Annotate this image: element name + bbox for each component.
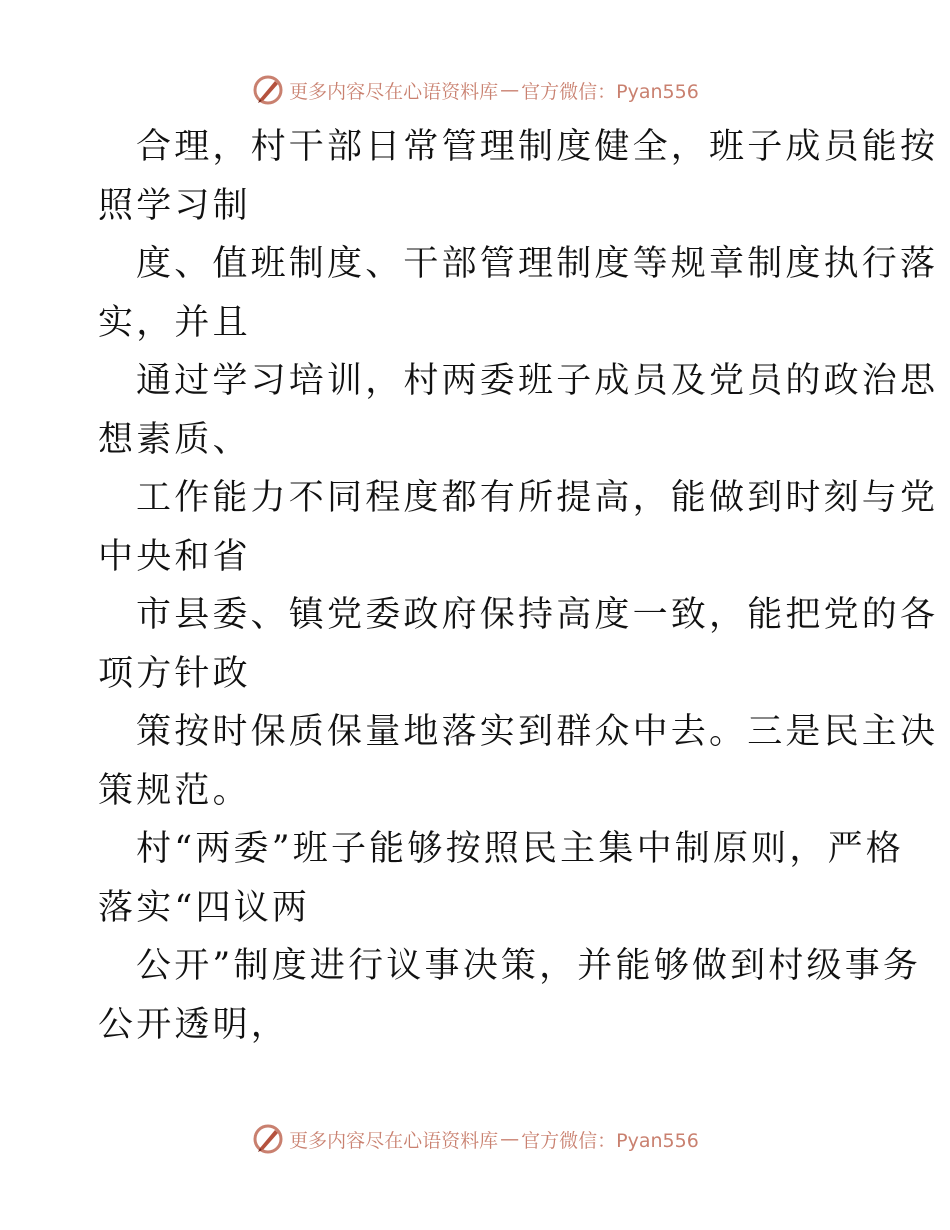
paragraph-line: 照学习制 <box>98 185 251 226</box>
paragraph <box>98 352 939 469</box>
paragraph-line: 策规范。 <box>98 770 251 811</box>
paragraph-line: 实，并且 <box>98 302 251 343</box>
pen-logo-icon <box>251 73 285 107</box>
paragraph-line: 想素质、 <box>98 419 251 460</box>
watermark-contact: 官方微信：Pyan556 <box>521 1129 699 1152</box>
paragraph <box>98 469 939 586</box>
paragraph <box>98 703 939 820</box>
paragraph-line: 通过学习培训，村两委班子成员及党员的政治思 <box>136 361 939 401</box>
watermark-contact: 官方微信：Pyan556 <box>521 80 699 103</box>
header-watermark <box>0 72 950 108</box>
watermark-text: 更多内容尽在心语资料库 <box>289 1129 499 1152</box>
paragraph <box>98 586 939 703</box>
paragraph-line: 度、值班制度、干部管理制度等规章制度执行落 <box>136 244 939 284</box>
paragraph-line: 合理，村干部日常管理制度健全，班子成员能按 <box>136 127 939 167</box>
pen-logo-icon <box>251 1122 285 1156</box>
footer-watermark <box>0 1121 950 1157</box>
paragraph-line: 市县委、镇党委政府保持高度一致，能把党的各 <box>136 595 939 635</box>
paragraph-line: 项方针政 <box>98 653 251 694</box>
document-body <box>98 118 939 1054</box>
paragraph-line: 中央和省 <box>98 536 251 577</box>
watermark-separator: — <box>500 79 520 101</box>
paragraph-line: 村“两委”班子能够按照民主集中制原则，严格 <box>136 829 904 869</box>
paragraph-line: 公开透明， <box>98 1004 290 1045</box>
paragraph <box>98 820 904 937</box>
paragraph <box>98 937 922 1054</box>
watermark-text: 更多内容尽在心语资料库 <box>289 80 499 103</box>
paragraph-line: 公开”制度进行议事决策，并能够做到村级事务 <box>136 946 922 986</box>
paragraph <box>98 235 939 352</box>
paragraph-line: 工作能力不同程度都有所提高，能做到时刻与党 <box>136 478 939 518</box>
paragraph <box>98 118 939 235</box>
paragraph-line: 落实“四议两 <box>98 887 311 928</box>
paragraph-line: 策按时保质保量地落实到群众中去。三是民主决 <box>136 712 939 752</box>
watermark-separator: — <box>500 1128 520 1150</box>
